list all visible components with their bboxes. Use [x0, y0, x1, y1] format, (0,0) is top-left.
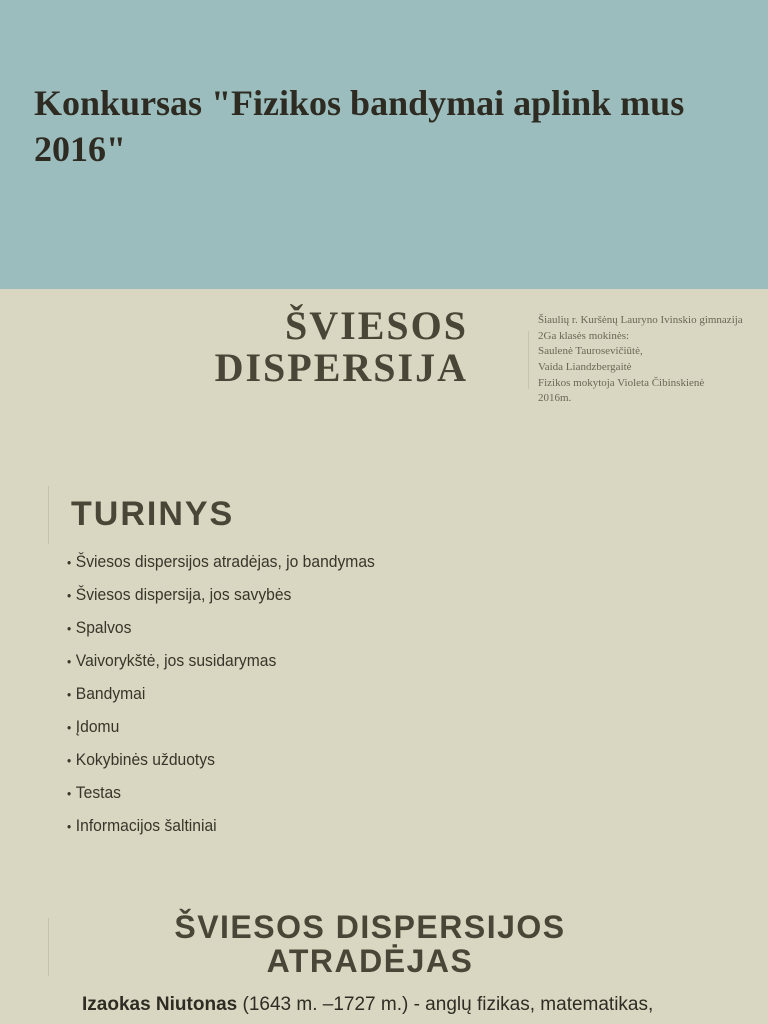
- scientist-name: Izaokas Niutonas: [82, 994, 238, 1015]
- author-line: Saulenė Taurosevičiūtė,: [538, 345, 643, 358]
- toc-divider: [48, 486, 49, 544]
- author-line: Vaida Liandzbergaitė: [538, 361, 632, 374]
- toc-item[interactable]: • Šviesos dispersijos atradėjas, jo bandymas: [67, 548, 375, 581]
- presentation-title: Konkursas "Fizikos bandymai aplink mus 2016": [34, 83, 685, 169]
- author-divider: [528, 331, 529, 389]
- toc-item[interactable]: • Kokybinės užduotys: [67, 746, 375, 779]
- toc-item[interactable]: • Spalvos: [67, 614, 375, 647]
- toc-item[interactable]: • Įdomu: [67, 713, 375, 746]
- header-banner: [0, 0, 768, 289]
- author-line: 2Ga klasės mokinės:: [538, 329, 630, 342]
- title-slide: [0, 289, 768, 469]
- author-line: Šiaulių r. Kuršėnų Lauryno Ivinskio gimnazija: [538, 314, 743, 326]
- author-line: Fizikos mokytoja Violeta Čibinskienė: [538, 376, 705, 389]
- toc-item[interactable]: • Testas: [67, 779, 375, 812]
- section-divider: [48, 918, 49, 976]
- toc-list: [67, 548, 402, 845]
- toc-item[interactable]: • Bandymai: [67, 680, 375, 713]
- section-text: [82, 992, 672, 1018]
- main-title-line-2: DISPERSIJA: [214, 345, 468, 390]
- section-title: [110, 910, 630, 978]
- scientist-description: (1643 m. –1727 m.) - anglų fizikas, matematikas,: [237, 994, 654, 1015]
- section-title-line-2: ATRADĖJAS: [266, 943, 474, 979]
- toc-title: TURINYS: [71, 495, 235, 533]
- section-title-line-1: ŠVIESOS DISPERSIJOS: [174, 909, 566, 945]
- main-title-line-1: ŠVIESOS: [285, 303, 468, 348]
- author-info: [538, 313, 768, 407]
- toc-item[interactable]: • Šviesos dispersija, jos savybės: [67, 581, 375, 614]
- toc-item[interactable]: • Vaivorykštė, jos susidarymas: [67, 647, 375, 680]
- author-line: 2016m.: [538, 392, 572, 405]
- main-title: [215, 305, 468, 389]
- toc-item[interactable]: • Informacijos šaltiniai: [67, 812, 375, 845]
